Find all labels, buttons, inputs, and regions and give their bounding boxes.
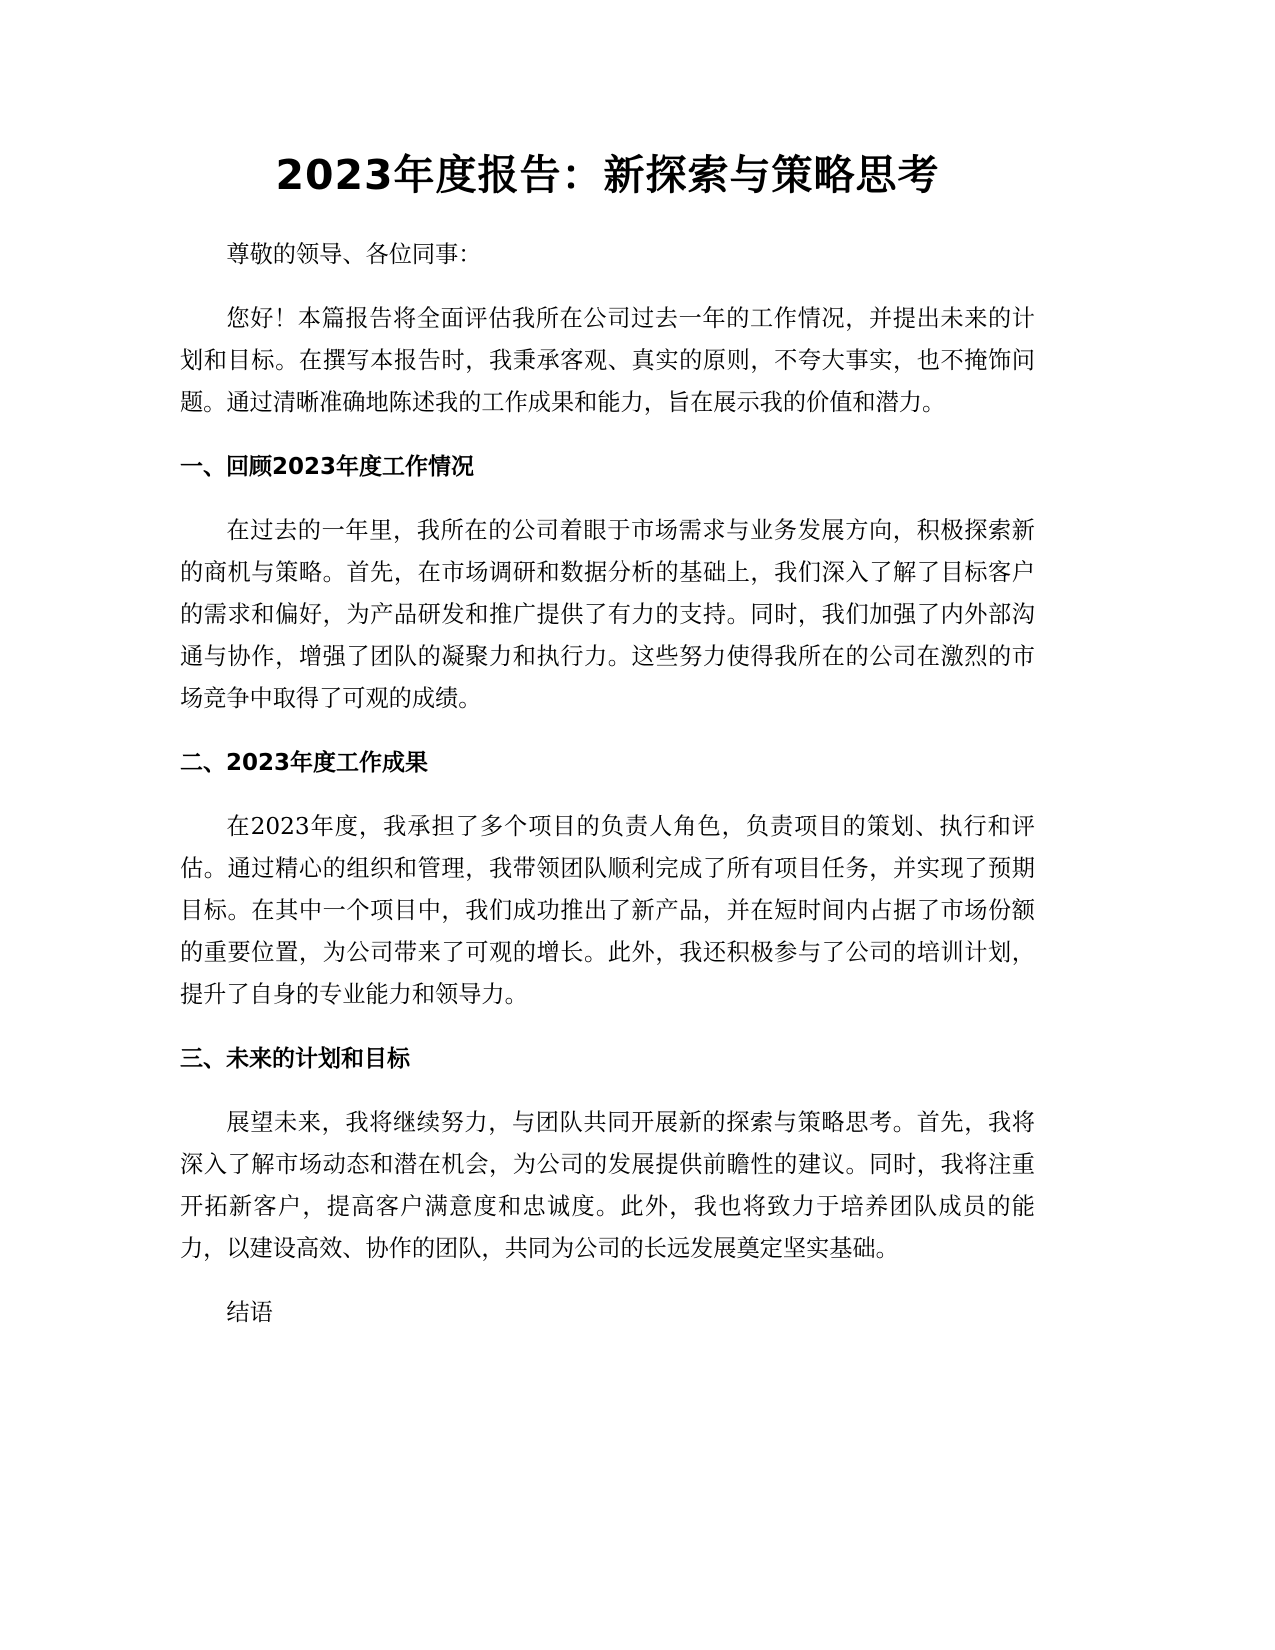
salutation: 尊敬的领导、各位同事： — [226, 241, 482, 268]
section-heading-plans: 三、未来的计划和目标 — [180, 1046, 410, 1072]
document-page — [180, 0, 1035, 1334]
closing-heading: 结语 — [226, 1299, 273, 1326]
section-heading-results: 二、2023年度工作成果 — [180, 750, 429, 776]
document-title: 2023年度报告：新探索与策略思考 — [275, 151, 940, 199]
intro-paragraph: 您好！本篇报告将全面评估我所在公司过去一年的工作情况，并提出未来的计划和目标。在撰写本报告时，我秉承客观、真实的原则，不夸大事实，也不掩饰问题。通过清晰准确地陈述我的工作成果和能力，旨在展示我的价值和潜力。 — [180, 305, 1035, 416]
section-body-review: 在过去的一年里，我所在的公司着眼于市场需求与业务发展方向，积极探索新的商机与策略。首先，在市场调研和数据分析的基础上，我们深入了解了目标客户的需求和偏好，为产品研发和推广提供了有力的支持。同时，我们加强了内外部沟通与协作，增强了团队的凝聚力和执行力。这些努力使得我所在的公司在激烈的市场竞争中取得了可观的成绩。 — [180, 517, 1035, 712]
section-body-plans: 展望未来，我将继续努力，与团队共同开展新的探索与策略思考。首先，我将深入了解市场动态和潜在机会，为公司的发展提供前瞻性的建议。同时，我将注重开拓新客户，提高客户满意度和忠诚度。此外，我也将致力于培养团队成员的能力，以建设高效、协作的团队，共同为公司的长远发展奠定坚实基础。 — [180, 1109, 1035, 1262]
section-body-results: 在2023年度，我承担了多个项目的负责人角色，负责项目的策划、执行和评估。通过精心的组织和管理，我带领团队顺利完成了所有项目任务，并实现了预期目标。在其中一个项目中，我们成功推出了新产品，并在短时间内占据了市场份额的重要位置，为公司带来了可观的增长。此外，我还积极参与了公司的培训计划，提升了自身的专业能力和领导力。 — [180, 813, 1035, 1008]
section-heading-review: 一、回顾2023年度工作情况 — [180, 454, 475, 480]
